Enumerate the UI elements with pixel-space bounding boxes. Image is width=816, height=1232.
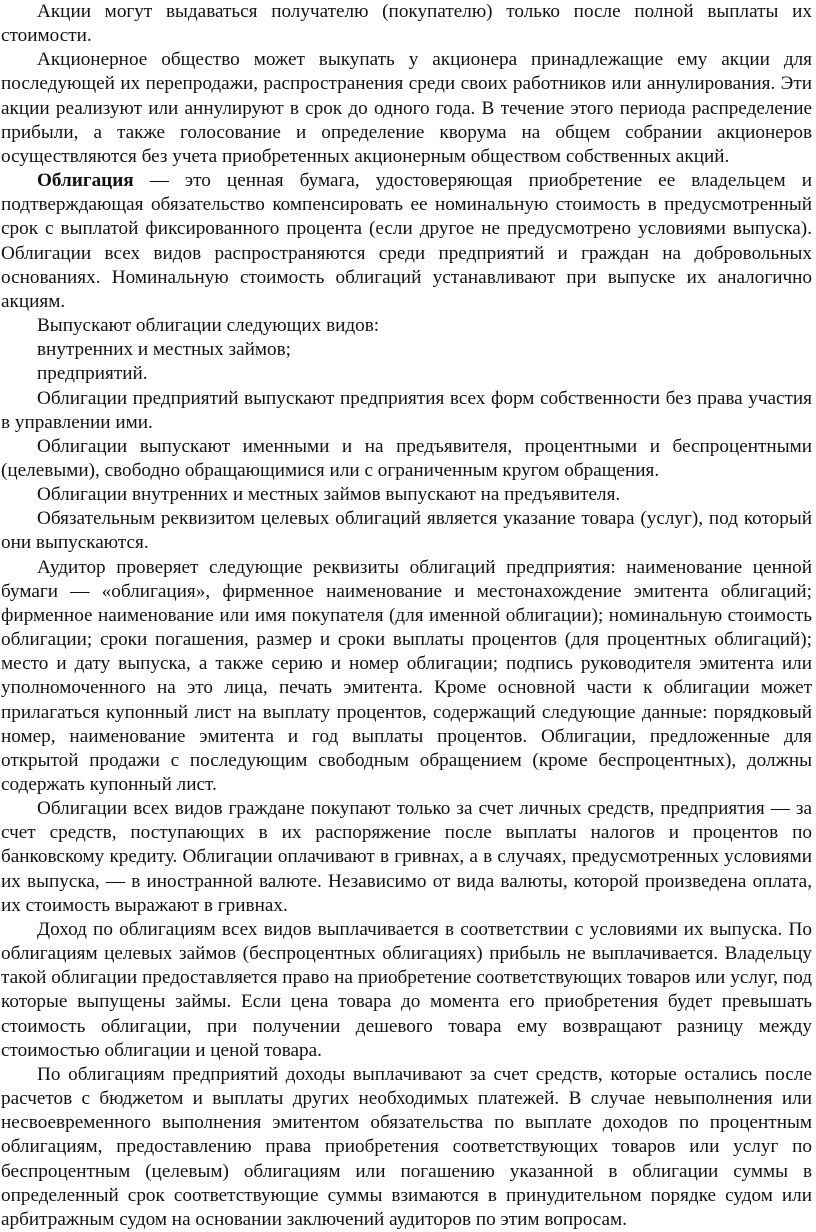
list-item-2: предприятий. xyxy=(37,363,148,385)
paragraph-2: Акционерное общество может выкупать у акционера принадлежащие ему акции для последующей их перепродажи, распространения среди своих работников или аннулирования. Эти акции реализуют или аннулируют в срок до одного года. В течение этого периода распределение прибыли, а также голосование и определение кворума на общем собрании акционеров осуществляются без учета приобретенных акционерным обществом собственных акций. xyxy=(1,49,812,167)
paragraph-3 xyxy=(1,169,812,314)
paragraph-11: Доход по облигациям всех видов выплачивается в соответствии с условиями их выпуска. По облигациям целевых займов (беспроцентных облигациях) прибыль не выплачивается. Владельцу такой облигации предоставляется право на приобретение соответствующих товаров или услуг, под которые выпущены займы. Если цена товара до момента его приобретения будет превышать стоимость облигации, при получении дешевого товара ему возвращают разницу между стоимостью облигации и ценой товара. xyxy=(1,918,812,1061)
paragraph-5: Облигации предприятий выпускают предприятия всех форм собственности без права участия в управлении ими. xyxy=(1,387,812,433)
paragraph-1: Акции могут выдаваться получателю (покупателю) только после полной выплаты их стоимости. xyxy=(1,1,812,47)
bond-definition: — это ценная бумага, удостоверяющая приобретение ее владельцем и подтверждающая обязательство компенсировать ее номинальную стоимость в предусмотренный срок с выплатой фиксированного процента (если другое не предусмотрено условиями выпуска). Облигации всех видов распространяются среди предприятий и граждан на добровольных основаниях. Номинальную стоимость облигаций устанавливают при выпуске их аналогично акциям. xyxy=(1,170,812,312)
paragraph-4: Выпускают облигации следующих видов: xyxy=(37,315,380,337)
list-item-1: внутренних и местных займов; xyxy=(37,339,291,361)
paragraph-9: Аудитор проверяет следующие реквизиты облигаций предприятия: наименование ценной бумаги — «облигация», фирменное наименование и местонахождение эмитента облигаций; фирменное наименование или имя покупателя (для именной облигации); номинальную стоимость облигации; сроки погашения, размер и сроки выплаты процентов (для процентных облигаций); место и дату выпуска, а также серию и номер облигации; подпись руководителя эмитента или уполномоченного на это лица, печать эмитента. Кроме основной части к облигации может прилагаться купонный лист на выплату процентов, содержащий следующие данные: порядковый номер, наименование эмитента и год выплаты процентов. Облигации, предложенные для открытой продажи с последующим свободным обращением (кроме беспроцентных), должны содержать купонный лист. xyxy=(1,556,812,795)
paragraph-12: По облигациям предприятий доходы выплачивают за счет средств, которые остались после расчетов с бюджетом и выплаты других необходимых платежей. В случае невыполнения или несвоевременного выполнения эмитентом обязательства по выплате доходов по процентным облигациям, предоставлению права приобретения соответствующих товаров или услуг по беспроцентным (целевым) облигациям или погашению указанной в облигации суммы в определенный срок соответствующие суммы взимаются в принудительном порядке судом или арбитражным судом на основании заключений аудиторов по этим вопросам. xyxy=(1,1063,812,1230)
term-bond: Облигация xyxy=(37,170,134,192)
paragraph-7: Облигации внутренних и местных займов выпускают на предъявителя. xyxy=(37,484,621,506)
paragraph-6: Облигации выпускают именными и на предъявителя, процентными и беспроцентными (целевыми), свободно обращающимися или с ограниченным кругом обращения. xyxy=(1,435,812,481)
paragraph-8: Обязательным реквизитом целевых облигаций является указание товара (услуг), под который они выпускаются. xyxy=(1,508,812,554)
paragraph-10: Облигации всех видов граждане покупают только за счет личных средств, предприятия — за счет средств, поступающих в их распоряжение после выплаты налогов и процентов по банковскому кредиту. Облигации оплачивают в гривнах, а в случаях, предусмотренных условиями их выпуска, — в иностранной валюте. Независимо от вида валюты, которой произведена оплата, их стоимость выражают в гривнах. xyxy=(1,798,812,916)
